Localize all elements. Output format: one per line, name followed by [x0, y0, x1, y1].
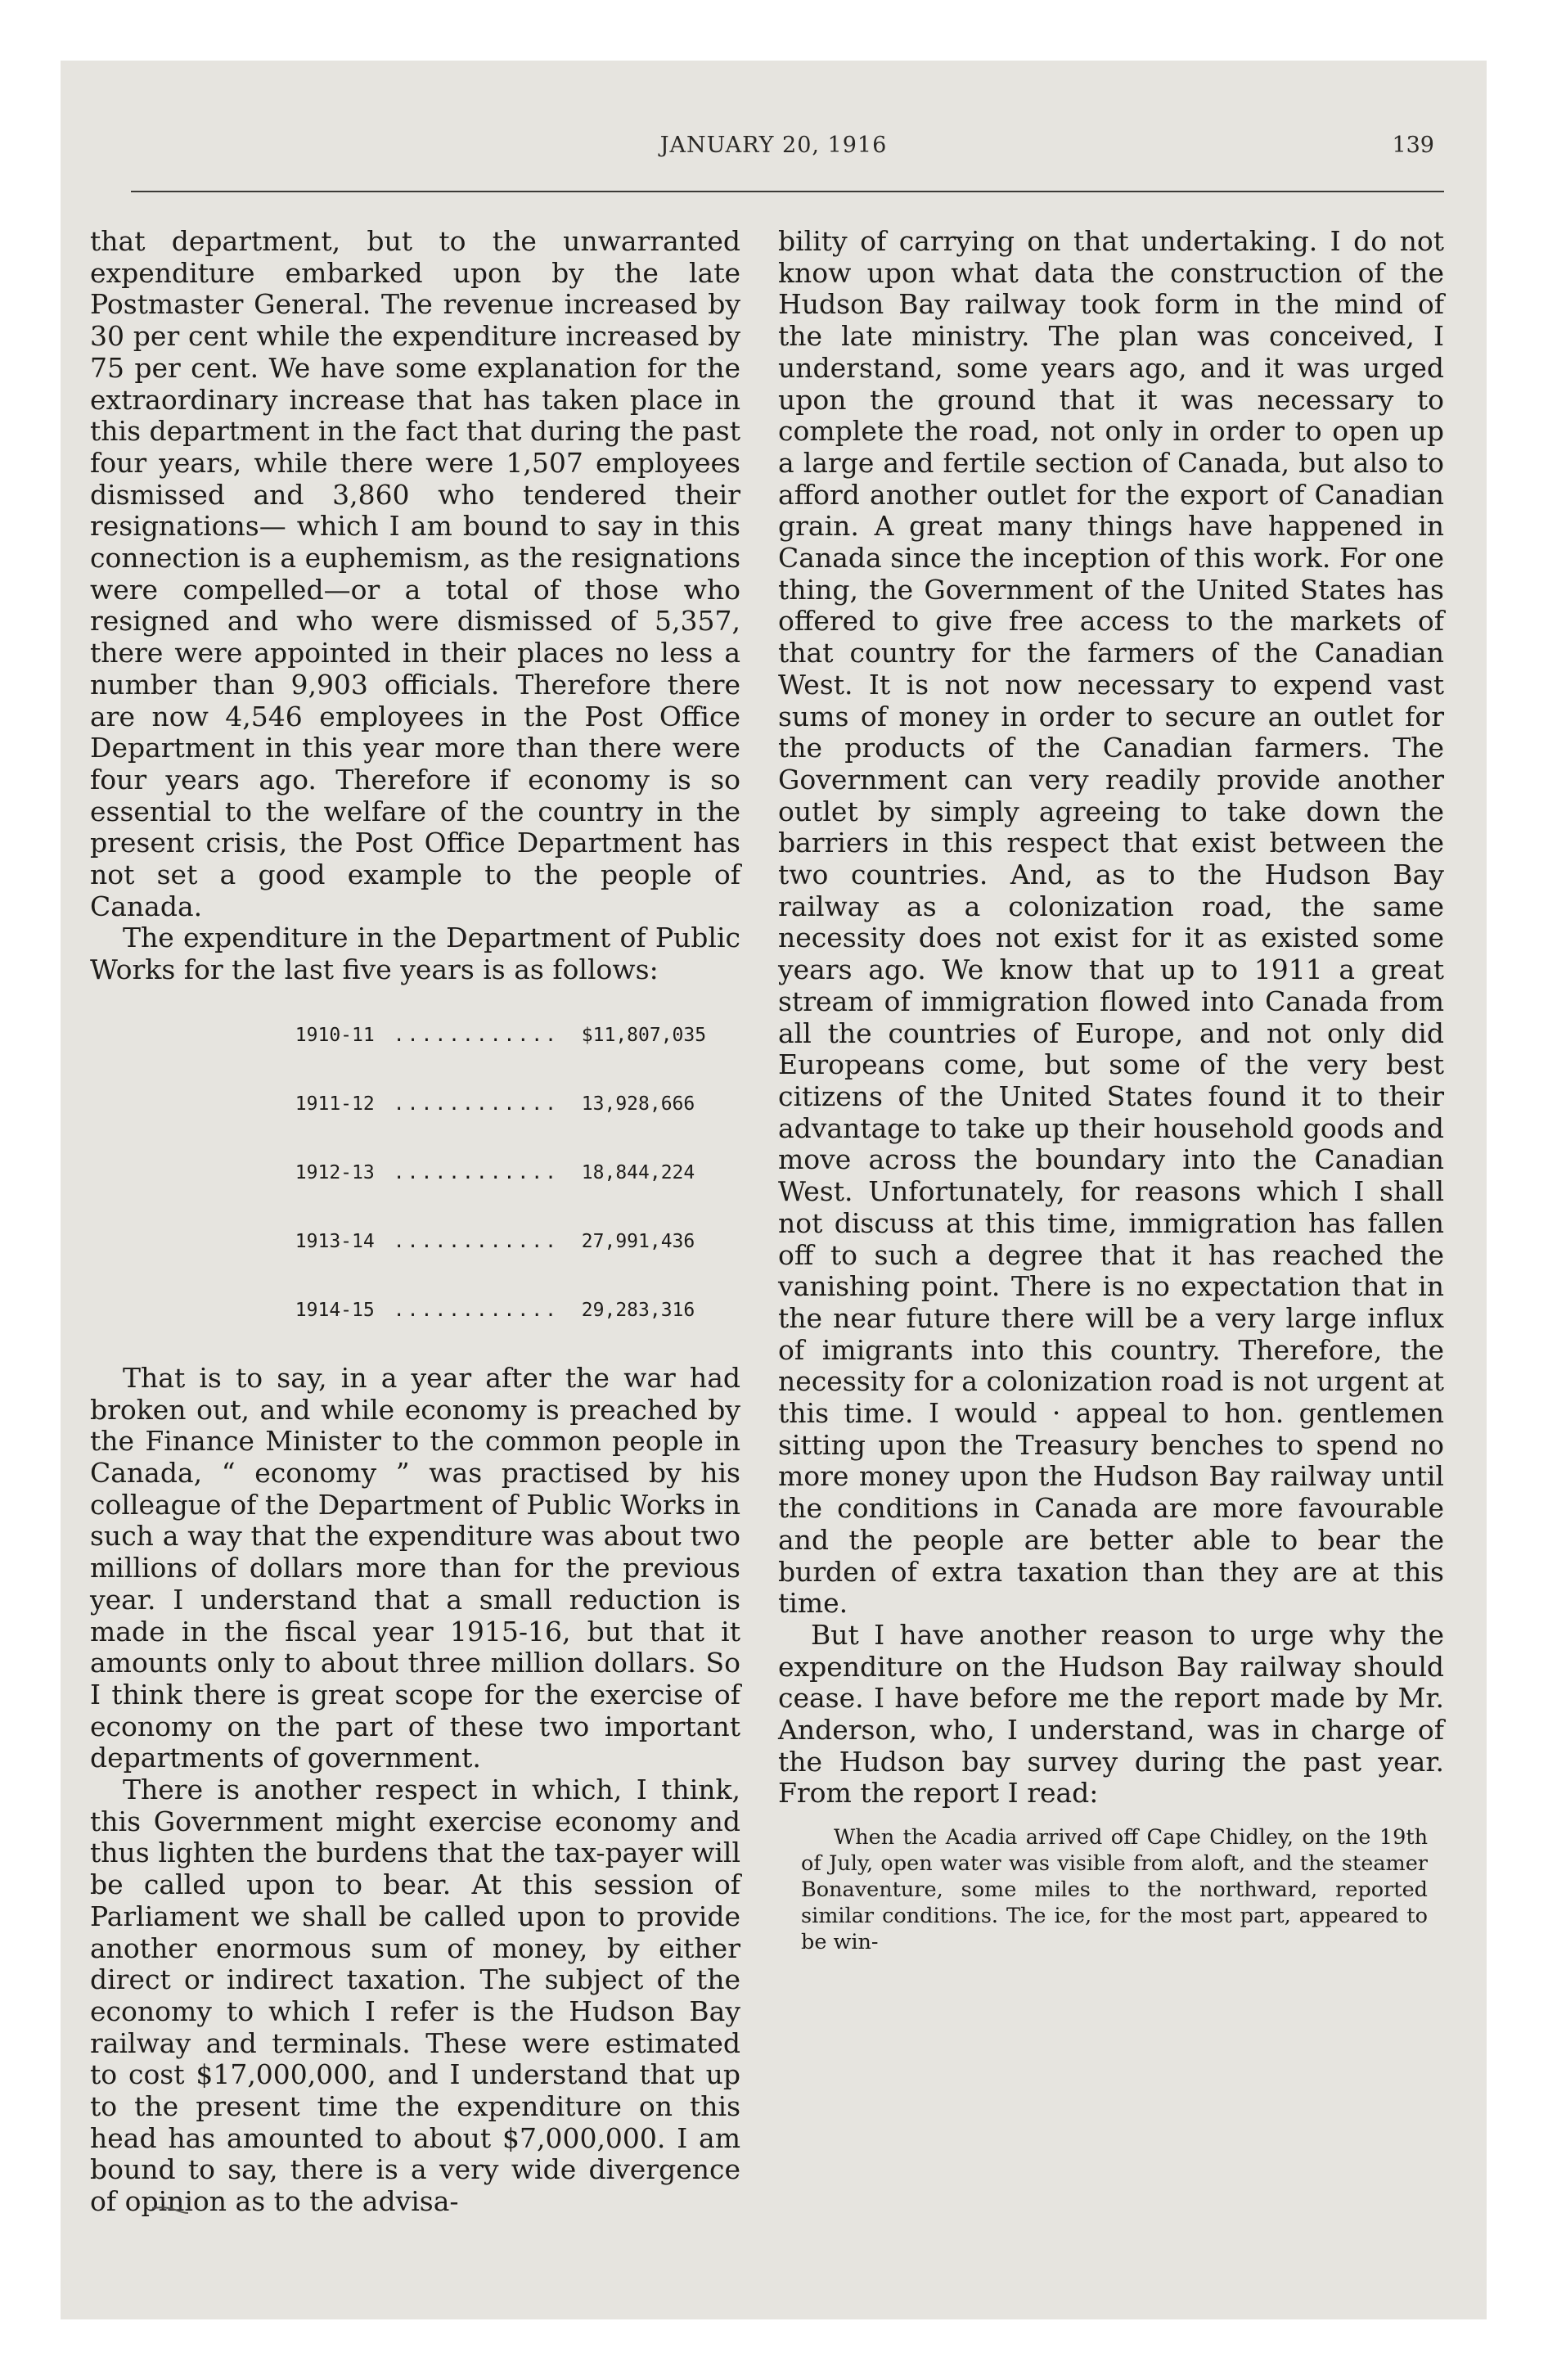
table-leader: ............ [393, 1093, 559, 1115]
table-leader: ............ [393, 1230, 559, 1252]
scanned-page [61, 61, 1487, 2319]
left-paragraph-3: That is to say, in a year after the war had broken out, and while economy is preached by the Finance Minister to the common people in Canada, “ economy ” was practised by his colleague of the Department of Public Works in such a way that the expenditure was about two millions of dollars more than for the previous year. I understand that a small reduction is made in the fiscal year 1915-16, but that it amounts only to about three million dollars. So I think there is great scope for the exercise of economy on the part of these two important departments of government. [90, 1361, 740, 1774]
expenditure-table [90, 1001, 740, 1345]
report-quotation [778, 1824, 1444, 1955]
header-rule [131, 191, 1444, 192]
running-title: JANUARY 20, 1916 [659, 133, 888, 158]
left-paragraph-1: that department, but to the unwarranted expenditure embarked upon by the late Postmaster General. The revenue increased by 30 per cent while the expenditure increased by 75 per cent. We have some explanation for the extraordinary increase that has taken place in this department in the fact that during the past four years, while there were 1,507 employees dismissed and 3,860 who tendered their resignations— which I am bound to say in this connection is a euphemism, as the resignations were compelled—or a total of those who resigned and who were dismissed of 5,357, there were appointed in their places no less a number than 9,903 officials. Therefore there are now 4,546 employees in the Post Office Department in this year more than there were four years ago. Therefore if economy is so essential to the welfare of the country in the present crisis, the Post Office Department has not set a good example to the people of Canada. [90, 225, 740, 922]
table-amount: 18,844,224 [581, 1161, 695, 1183]
table-leader: ............ [393, 1161, 559, 1183]
table-row [205, 1276, 740, 1345]
table-row [205, 1070, 740, 1138]
stray-pen-mark [151, 2205, 190, 2215]
left-column [90, 226, 740, 2218]
left-paragraph-4: There is another respect in which, I think, this Government might exercise economy and thus lighten the burdens that the tax-payer will be called upon to bear. At this session of Parliament we shall be called upon to provide another enormous sum of money, by either direct or indirect taxation. The subject of the economy to which I refer is the Hudson Bay railway and terminals. These were estimated to cost $17,000,000, and I understand that up to the present time the expenditure on this head has amounted to about $7,000,000. I am bound to say, there is a very wide divergence of opinion as to the advisa- [90, 1774, 740, 2218]
table-row [205, 1138, 740, 1207]
table-amount: $11,807,035 [581, 1024, 707, 1046]
page-number: 139 [1392, 133, 1434, 158]
left-paragraph-2: The expenditure in the Department of Public Works for the last five years is as follows: [90, 922, 740, 986]
right-paragraph-2: But I have another reason to urge why the expenditure on the Hudson Bay railway should cease. I have before me the report made by Mr. Anderson, who, I understand, was in charge of the Hudson bay survey during the past year. From the report I read: [778, 1618, 1444, 1810]
table-leader: ............ [393, 1299, 559, 1321]
table-year: 1914-15 [295, 1299, 375, 1321]
right-paragraph-1: bility of carrying on that undertaking. I do not know upon what data the construction of the Hudson Bay railway took form in the mind of the late ministry. The plan was conceived, I understand, some years ago, and it was urged upon the ground that it was necessary to complete the road, not only in order to open up a large and fertile section of Canada, but also to afford another outlet for the export of Canadian grain. A great many things have happened in Canada since the inception of this work. For one thing, the Government of the United States has offered to give free access to the markets of that country for the farmers of the Canadian West. It is not now necessary to expend vast sums of money in order to secure an outlet for the products of the Canadian farmers. The Government can very readily provide another outlet by simply agreeing to take down the barriers in this respect that exist between the two countries. And, as to the Hudson Bay railway as a colonization road, the same necessity does not exist for it as existed some years ago. We know that up to 1911 a great stream of immigration flowed into Canada from all the countries of Europe, and not only did Europeans come, but some of the very best citizens of the United States found it to their advantage to take up their household goods and move across the boundary into the Canadian West. Unfortunately, for reasons which I shall not discuss at this time, immigration has fallen off to such a degree that it has reached the vanishing point. There is no expectation that in the near future there will be a very large influx of imigrants into this country. Therefore, the necessity for a colonization road is not urgent at this time. I would · appeal to hon. gentlemen sitting upon the Treasury benches to spend no more money upon the Hudson Bay railway until the conditions in Canada are more favourable and the people are better able to bear the burden of extra taxation than they are at this time. [778, 225, 1444, 1620]
quotation-text: When the Acadia arrived off Cape Chidley, on the 19th of July, open water was visible from aloft, and the steamer Bonaventure, some miles to the northward, reported similar conditions. The ice, for the most part, appeared to be win- [801, 1825, 1428, 1955]
table-amount: 27,991,436 [581, 1230, 695, 1252]
page-header [61, 133, 1487, 174]
table-amount: 13,928,666 [581, 1093, 695, 1115]
table-year: 1910-11 [295, 1024, 375, 1046]
right-column [778, 226, 1444, 1955]
table-leader: ............ [393, 1024, 559, 1046]
table-row [205, 1207, 740, 1276]
table-year: 1911-12 [295, 1093, 375, 1115]
table-year: 1912-13 [295, 1161, 375, 1183]
table-row [205, 1001, 740, 1070]
table-amount: 29,283,316 [581, 1299, 695, 1321]
table-year: 1913-14 [295, 1230, 375, 1252]
